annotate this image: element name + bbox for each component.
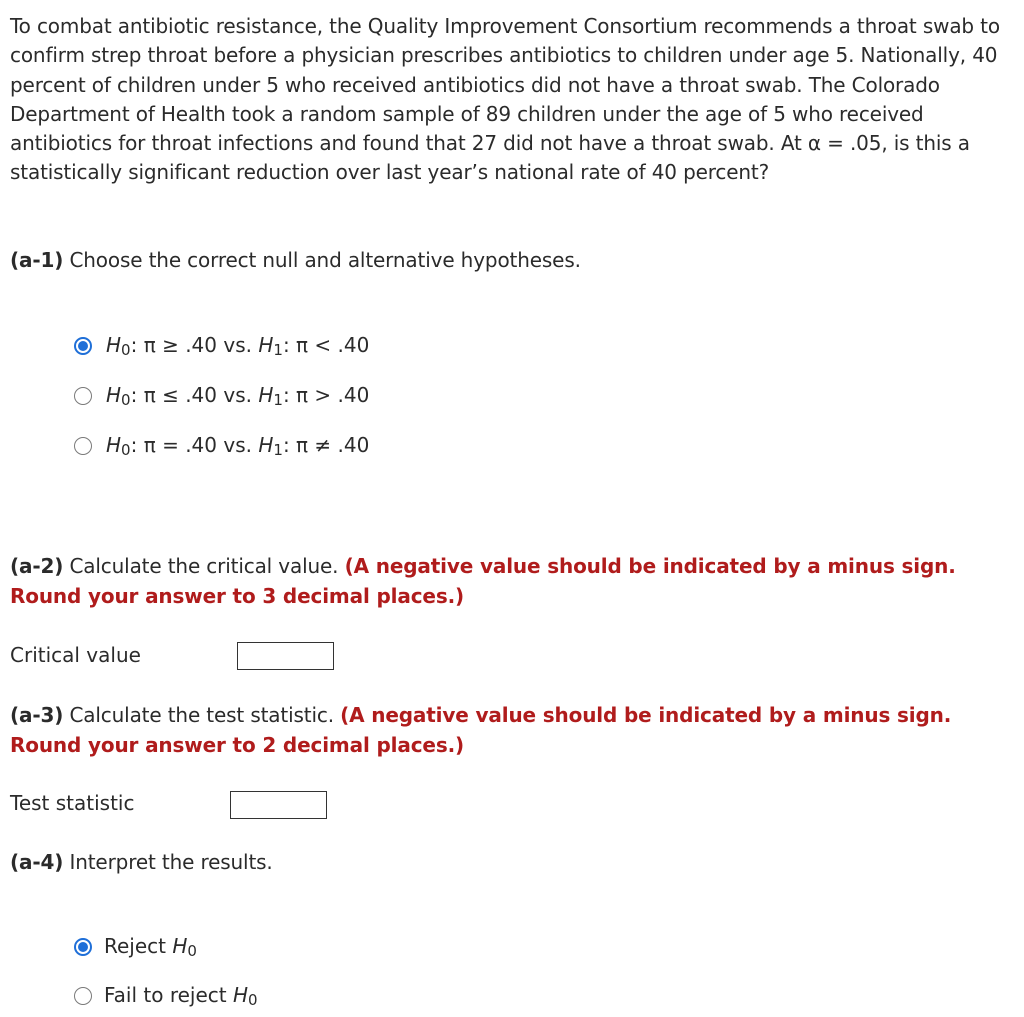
hypothesis-option-2-label: $H_0$: π ≤ .40 vs. $H_1$: π > .40	[106, 383, 370, 409]
part-a3-rounding-note: (A negative value should be indicated by a minus sign. Round your answer to 2 decimal places.)	[10, 703, 952, 757]
part-a2-prompt: Calculate the critical value.	[63, 554, 345, 578]
part-a2-heading	[10, 552, 1015, 611]
test-statistic-input[interactable]	[230, 791, 327, 819]
critical-value-input[interactable]	[237, 642, 334, 670]
radio-button-selected[interactable]	[74, 337, 92, 355]
part-a2-tag: (a-2)	[10, 554, 64, 578]
radio-button-selected[interactable]	[74, 938, 92, 956]
part-a1-tag: (a-1)	[10, 248, 64, 272]
critical-value-label: Critical value	[10, 643, 141, 667]
part-a3-tag: (a-3)	[10, 703, 64, 727]
radio-button[interactable]	[74, 387, 92, 405]
interpretation-option-reject[interactable]	[74, 934, 197, 960]
hypothesis-option-1[interactable]	[74, 333, 369, 359]
part-a1-prompt: Choose the correct null and alternative hypotheses.	[63, 248, 581, 272]
hypothesis-option-3[interactable]	[74, 433, 369, 459]
part-a3-heading	[10, 701, 1015, 760]
part-a2-rounding-note: (A negative value should be indicated by a minus sign. Round your answer to 3 decimal places.)	[10, 554, 956, 608]
hypothesis-option-1-label: $H_0$: π ≥ .40 vs. $H_1$: π < .40	[106, 333, 370, 359]
hypothesis-option-3-label: $H_0$: π = .40 vs. $H_1$: π ≠ .40	[106, 433, 370, 459]
test-statistic-label: Test statistic	[10, 791, 135, 815]
part-a4-tag: (a-4)	[10, 850, 64, 874]
part-a1-heading	[10, 246, 1015, 276]
interpretation-option-fail-to-reject[interactable]	[74, 983, 258, 1009]
part-a4-heading	[10, 848, 1015, 878]
part-a3-prompt: Calculate the test statistic.	[63, 703, 341, 727]
hypothesis-option-2[interactable]	[74, 383, 369, 409]
question-intro: To combat antibiotic resistance, the Quality Improvement Consortium recommends a throat swab to confirm strep throat before a physician prescribes antibiotics to children under age 5. Nationally, 40 percent of children under 5 who received antibiotics did not have a throat swab. The Colorado Department of Health took a random sample of 89 children under the age of 5 who received antibiotics for throat infections and found that 27 did not have a throat swab. At α = .05, is this a statistically significant reduction over last year’s national rate of 40 percent?	[10, 14, 1000, 185]
interpretation-option-reject-label: Reject $H_0$	[104, 934, 197, 960]
radio-button[interactable]	[74, 987, 92, 1005]
radio-button[interactable]	[74, 437, 92, 455]
interpretation-option-fail-to-reject-label: Fail to reject $H_0$	[104, 983, 258, 1009]
part-a4-prompt: Interpret the results.	[63, 850, 273, 874]
